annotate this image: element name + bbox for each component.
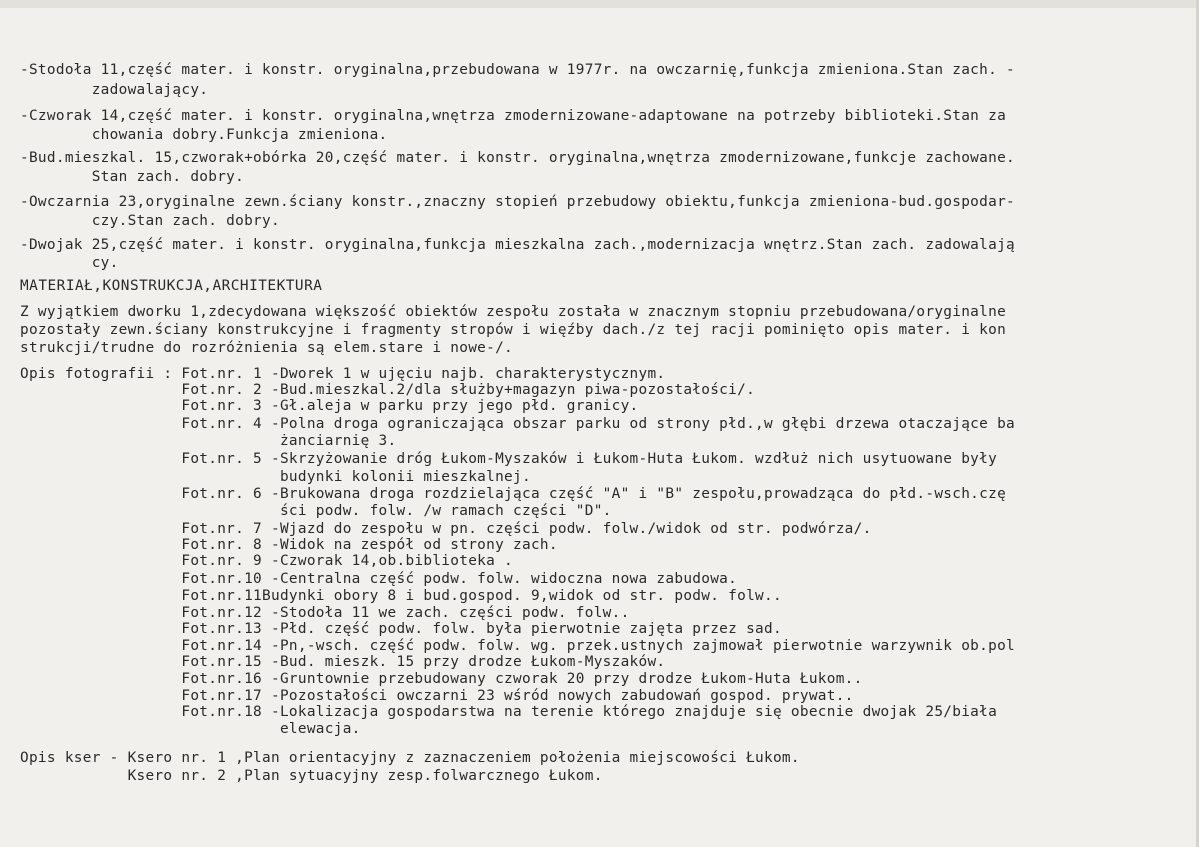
text-line: Fot.nr. 8 -Widok na zespół od strony zach. <box>20 537 558 553</box>
text-line: Stan zach. dobry. <box>20 169 245 185</box>
text-line: Fot.nr.18 -Lokalizacja gospodarstwa na terenie którego znajduje się obecnie dwojak 25/biała <box>20 704 998 720</box>
text-line: Fot.nr.15 -Bud. mieszk. 15 przy drodze Łukom-Myszaków. <box>20 654 666 670</box>
text-line: cy. <box>20 255 119 271</box>
text-line: Fot.nr. 4 -Polna droga ograniczająca obszar parku od strony płd.,w głębi drzewa otaczające ba <box>20 416 1015 432</box>
text-line: Z wyjątkiem dworku 1,zdecydowana większość obiektów zespołu została w znacznym stopniu przebudowana/oryginalne <box>20 304 1007 320</box>
text-line: czy.Stan zach. dobry. <box>20 213 280 229</box>
text-line: Fot.nr. 9 -Czworak 14,ob.biblioteka . <box>20 553 514 569</box>
text-line: -Bud.mieszkal. 15,czworak+obórka 20,część mater. i konstr. oryginalna,wnętrza zmodernizowane,funkcje zachowane. <box>20 150 1015 166</box>
text-line: Opis fotografii : Fot.nr. 1 -Dworek 1 w ujęciu najb. charakterystycznym. <box>20 366 666 382</box>
text-line: Fot.nr. 6 -Brukowana droga rozdzielająca część "A" i "B" zespołu,prowadząca do płd.-wsch.czę <box>20 486 1007 502</box>
text-line: Fot.nr. 5 -Skrzyżowanie dróg Łukom-Myszaków i Łukom-Huta Łukom. wzdłuż nich usytuowane były <box>20 451 998 467</box>
text-line: ści podw. folw. /w ramach części "D". <box>20 503 612 519</box>
text-line: -Czworak 14,część mater. i konstr. oryginalna,wnętrza zmodernizowane-adaptowane na potrzeby biblioteki.Stan za <box>20 108 1007 124</box>
text-line: zadowalający. <box>20 82 209 98</box>
text-line: -Stodoła 11,część mater. i konstr. oryginalna,przebudowana w 1977r. na owczarnię,funkcja zmieniona.Stan zach. - <box>20 62 1015 78</box>
text-line: chowania dobry.Funkcja zmieniona. <box>20 127 388 143</box>
text-line: Fot.nr.14 -Pn,-wsch. część podw. folw. wg. przek.ustnych zajmował pierwotnie warzywnik ob.pol <box>20 638 1015 654</box>
text-line: Ksero nr. 2 ,Plan sytuacyjny zesp.folwarcznego Łukom. <box>20 768 603 784</box>
text-line: elewacja. <box>20 721 361 737</box>
text-line: pozostały zewn.ściany konstrukcyjne i fragmenty stropów i więźby dach./z tej racji pominięto opis mater. i kon <box>20 322 1007 338</box>
text-line: żanciarnię 3. <box>20 433 397 449</box>
text-line: Fot.nr.12 -Stodoła 11 we zach. części podw. folw.. <box>20 605 630 621</box>
text-line: Fot.nr.11Budynki obory 8 i bud.gospod. 9,widok od str. podw. folw.. <box>20 588 782 604</box>
scan-top-edge <box>0 0 1199 8</box>
text-line: Fot.nr.10 -Centralna część podw. folw. widoczna nowa zabudowa. <box>20 571 738 587</box>
text-line: Fot.nr. 3 -Gł.aleja w parku przy jego płd. granicy. <box>20 398 639 414</box>
text-line: -Owczarnia 23,oryginalne zewn.ściany konstr.,znaczny stopień przebudowy obiektu,funkcja zmieniona-bud.gospodar- <box>20 194 1015 210</box>
text-line: Fot.nr.16 -Gruntownie przebudowany czworak 20 przy drodze Łukom-Huta Łukom.. <box>20 671 863 687</box>
text-line: Fot.nr.13 -Płd. część podw. folw. była pierwotnie zajęta przez sad. <box>20 621 782 637</box>
text-line: -Dwojak 25,część mater. i konstr. oryginalna,funkcja mieszkalna zach.,modernizacja wnętrz.Stan zach. zadowalają <box>20 237 1015 253</box>
text-line: strukcji/trudne do rozróżnienia są elem.stare i nowe-/. <box>20 340 514 356</box>
text-line: Fot.nr. 2 -Bud.mieszkal.2/dla służby+magazyn piwa-pozostałości/. <box>20 382 756 398</box>
section-heading: MATERIAŁ,KONSTRUKCJA,ARCHITEKTURA <box>20 278 323 294</box>
text-line: Fot.nr. 7 -Wjazd do zespołu w pn. części podw. folw./widok od str. podwórza/. <box>20 521 872 537</box>
text-line: budynki kolonii mieszkalnej. <box>20 469 531 485</box>
text-line: Opis kser - Ksero nr. 1 ,Plan orientacyjny z zaznaczeniem położenia miejscowości Łukom. <box>20 750 800 766</box>
text-line: Fot.nr.17 -Pozostałości owczarni 23 wśród nowych zabudowań gospod. prywat.. <box>20 688 854 704</box>
